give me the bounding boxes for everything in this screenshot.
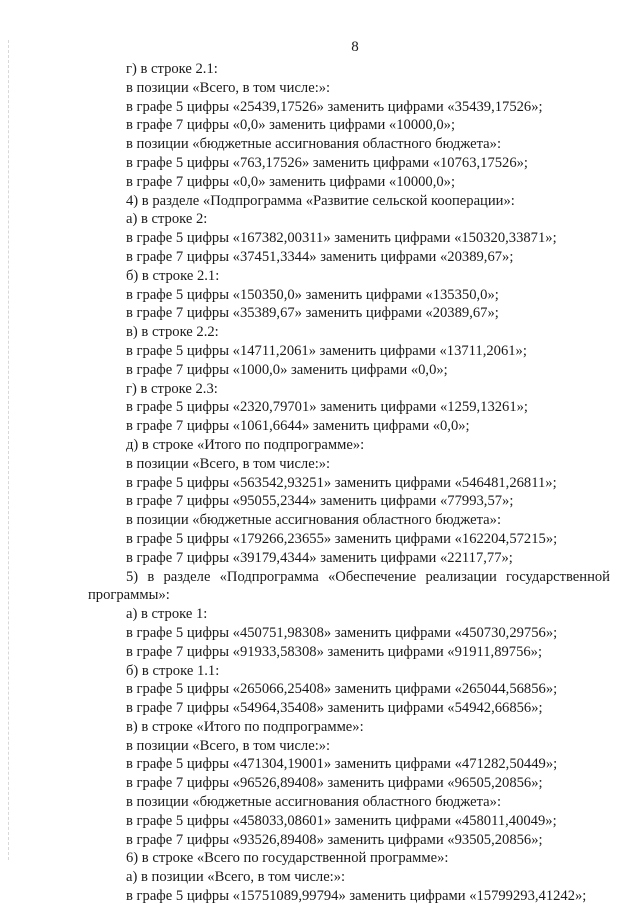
text-line: в графе 7 цифры «95055,2344» заменить цифрами «77993,57»; xyxy=(126,493,514,510)
text-line: в графе 5 цифры «471304,19001» заменить цифрами «471282,50449»; xyxy=(126,756,558,773)
text-line: в) в строке 2.2: xyxy=(126,324,219,341)
text-line: в графе 5 цифры «265066,25408» заменить цифрами «265044,56856»; xyxy=(126,681,558,698)
page-number: 8 xyxy=(351,39,359,55)
text-line: в позиции «Всего, в том числе:»: xyxy=(126,455,331,472)
text-line: в) в строке «Итого по подпрограмме»: xyxy=(126,718,364,735)
text-line: в графе 7 цифры «0,0» заменить цифрами «10000,0»; xyxy=(126,117,456,134)
text-line: 6) в строке «Всего по государственной программе»: xyxy=(126,850,449,867)
text-line: б) в строке 2.1: xyxy=(126,267,220,284)
text-line: 4) в разделе «Подпрограмма «Развитие сельской кооперации»: xyxy=(126,192,515,209)
text-line: в графе 5 цифры «179266,23655» заменить цифрами «162204,57215»; xyxy=(126,530,558,547)
text-line: в графе 7 цифры «35389,67» заменить цифрами «20389,67»; xyxy=(126,305,499,322)
text-line: в позиции «Всего, в том числе:»: xyxy=(126,79,331,96)
text-line: г) в строке 2.3: xyxy=(126,380,218,397)
text-line: д) в строке «Итого по подпрограмме»: xyxy=(126,436,365,453)
text-line: в графе 7 цифры «91933,58308» заменить цифрами «91911,89756»; xyxy=(126,643,543,660)
text-line: в графе 7 цифры «0,0» заменить цифрами «10000,0»; xyxy=(126,173,456,190)
text-line: а) в строке 1: xyxy=(126,606,208,623)
text-line: в графе 5 цифры «563542,93251» заменить цифрами «546481,26811»; xyxy=(126,474,557,491)
text-line: в графе 7 цифры «1000,0» заменить цифрами «0,0»; xyxy=(126,361,448,378)
text-line: программы»: xyxy=(88,587,170,604)
text-line: в графе 5 цифры «150350,0» заменить цифрами «135350,0»; xyxy=(126,286,499,303)
text-line: в позиции «бюджетные ассигнования областного бюджета»: xyxy=(126,136,501,153)
document-body xyxy=(88,60,610,906)
text-line: в графе 7 цифры «1061,6644» заменить цифрами «0,0»; xyxy=(126,418,470,435)
text-line: а) в позиции «Всего, в том числе:»: xyxy=(126,869,346,886)
text-line: 5) в разделе «Подпрограмма «Обеспечение реализации государственной xyxy=(126,568,610,585)
text-line: в графе 7 цифры «54964,35408» заменить цифрами «54942,66856»; xyxy=(126,700,543,717)
text-line: а) в строке 2: xyxy=(126,211,208,228)
text-line: б) в строке 1.1: xyxy=(126,662,220,679)
text-line: в графе 7 цифры «96526,89408» заменить цифрами «96505,20856»; xyxy=(126,775,543,792)
text-line: в графе 5 цифры «763,17526» заменить цифрами «10763,17526»; xyxy=(126,154,528,171)
text-line: г) в строке 2.1: xyxy=(126,61,218,77)
text-line: в позиции «бюджетные ассигнования областного бюджета»: xyxy=(126,794,501,811)
text-line: в графе 7 цифры «93526,89408» заменить цифрами «93505,20856»; xyxy=(126,831,543,848)
text-line: в графе 5 цифры «25439,17526» заменить цифрами «35439,17526»; xyxy=(126,98,543,115)
text-line: в графе 5 цифры «15751089,99794» заменить цифрами «15799293,41242»; xyxy=(126,888,587,905)
scan-edge-mark xyxy=(8,40,9,860)
text-line: в графе 7 цифры «39179,4344» заменить цифрами «22117,77»; xyxy=(126,549,513,566)
text-line: в графе 5 цифры «167382,00311» заменить цифрами «150320,33871»; xyxy=(126,230,557,247)
text-line: в графе 5 цифры «14711,2061» заменить цифрами «13711,2061»; xyxy=(126,342,527,359)
text-line: в позиции «бюджетные ассигнования областного бюджета»: xyxy=(126,512,501,529)
text-line: в графе 5 цифры «2320,79701» заменить цифрами «1259,13261»; xyxy=(126,399,528,416)
text-line: в позиции «Всего, в том числе:»: xyxy=(126,737,331,754)
text-line: в графе 5 цифры «450751,98308» заменить цифрами «450730,29756»; xyxy=(126,624,558,641)
text-line: в графе 7 цифры «37451,3344» заменить цифрами «20389,67»; xyxy=(126,248,514,265)
text-line: в графе 5 цифры «458033,08601» заменить цифрами «458011,40049»; xyxy=(126,812,557,829)
